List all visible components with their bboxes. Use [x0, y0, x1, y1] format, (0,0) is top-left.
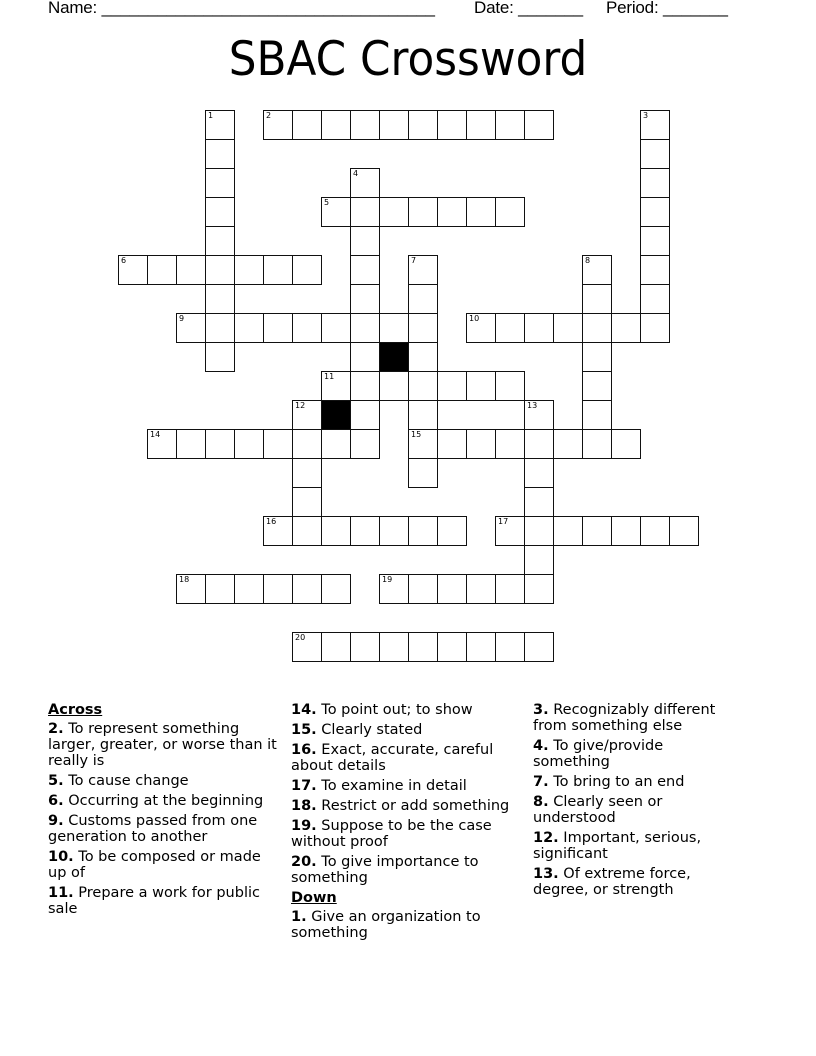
clue-number: 1	[208, 111, 214, 120]
grid-cell[interactable]	[408, 429, 438, 459]
grid-cell[interactable]	[553, 313, 583, 343]
grid-cell[interactable]	[350, 429, 380, 459]
clue-number: 20	[295, 633, 306, 642]
clue-across-19: 19. Suppose to be the case without proof	[291, 818, 492, 850]
grid-cell[interactable]	[466, 429, 496, 459]
grid-cell[interactable]	[263, 429, 293, 459]
grid-cell[interactable]	[408, 574, 438, 604]
grid-cell[interactable]	[118, 255, 148, 285]
grid-cell[interactable]	[437, 632, 467, 662]
grid-cell[interactable]	[292, 255, 322, 285]
period-field[interactable]: Period: _______	[606, 0, 728, 17]
grid-cell[interactable]	[147, 429, 177, 459]
grid-cell[interactable]	[350, 632, 380, 662]
grid-cell[interactable]	[205, 255, 235, 285]
grid-cell[interactable]	[292, 632, 322, 662]
clue-number: 16	[266, 517, 277, 526]
grid-cell[interactable]	[582, 255, 612, 285]
clues-column-3	[533, 702, 733, 902]
grid-cell[interactable]	[466, 197, 496, 227]
grid-cell[interactable]	[408, 342, 438, 372]
grid-cell[interactable]	[466, 313, 496, 343]
grid-cell[interactable]	[640, 255, 670, 285]
grid-cell[interactable]	[495, 429, 525, 459]
grid-cell[interactable]	[582, 429, 612, 459]
clue-across-5: 5. To cause change	[48, 773, 189, 789]
clue-down-3: 3. Recognizably different from something else	[533, 702, 716, 734]
grid-cell[interactable]	[292, 516, 322, 546]
grid-cell[interactable]	[408, 632, 438, 662]
grid-cell[interactable]	[263, 574, 293, 604]
grid-cell[interactable]	[263, 516, 293, 546]
grid-cell[interactable]	[437, 110, 467, 140]
page-title: SBAC Crossword	[228, 32, 588, 87]
grid-cell[interactable]	[553, 516, 583, 546]
grid-cell[interactable]	[495, 110, 525, 140]
grid-cell[interactable]	[640, 516, 670, 546]
grid-cell[interactable]	[408, 516, 438, 546]
grid-cell[interactable]	[640, 168, 670, 198]
grid-cell[interactable]	[263, 313, 293, 343]
grid-cell[interactable]	[263, 110, 293, 140]
grid-cell[interactable]	[524, 458, 554, 488]
grid-cell[interactable]	[205, 226, 235, 256]
grid-cell[interactable]	[176, 255, 206, 285]
grid-cell[interactable]	[350, 371, 380, 401]
grid-cell[interactable]	[292, 400, 322, 430]
grid-cell[interactable]	[611, 429, 641, 459]
clue-down-7: 7. To bring to an end	[533, 774, 685, 790]
down-heading: Down	[291, 890, 337, 906]
grid-cell[interactable]	[466, 574, 496, 604]
clues-column-2	[291, 702, 523, 945]
grid-cell[interactable]	[205, 342, 235, 372]
grid-cell[interactable]	[408, 255, 438, 285]
clue-number: 17	[498, 517, 509, 526]
grid-cell[interactable]	[205, 139, 235, 169]
grid-cell[interactable]	[524, 632, 554, 662]
clue-down-13: 13. Of extreme force, degree, or strength	[533, 866, 691, 898]
grid-cell[interactable]	[292, 429, 322, 459]
black-square	[379, 342, 409, 372]
grid-cell[interactable]	[408, 313, 438, 343]
clue-across-6: 6. Occurring at the beginning	[48, 793, 264, 809]
grid-cell[interactable]	[495, 632, 525, 662]
grid-cell[interactable]	[524, 545, 554, 575]
grid-cell[interactable]	[292, 458, 322, 488]
grid-cell[interactable]	[205, 313, 235, 343]
grid-cell[interactable]	[408, 371, 438, 401]
grid-cell[interactable]	[408, 458, 438, 488]
clue-number: 2	[266, 111, 272, 120]
clue-number: 14	[150, 430, 161, 439]
grid-cell[interactable]	[408, 400, 438, 430]
clue-across-11: 11. Prepare a work for public sale	[48, 885, 260, 917]
grid-cell[interactable]	[350, 516, 380, 546]
clues-column-1	[48, 702, 280, 921]
clue-across-17: 17. To examine in detail	[291, 778, 467, 794]
grid-cell[interactable]	[466, 110, 496, 140]
grid-cell[interactable]	[176, 313, 206, 343]
grid-cell[interactable]	[205, 197, 235, 227]
grid-cell[interactable]	[495, 574, 525, 604]
grid-cell[interactable]	[524, 400, 554, 430]
clue-across-14: 14. To point out; to show	[291, 702, 473, 718]
grid-cell[interactable]	[292, 487, 322, 517]
clue-across-15: 15. Clearly stated	[291, 722, 423, 738]
grid-cell[interactable]	[350, 110, 380, 140]
grid-cell[interactable]	[205, 110, 235, 140]
grid-cell[interactable]	[611, 516, 641, 546]
grid-cell[interactable]	[611, 313, 641, 343]
grid-cell[interactable]	[176, 429, 206, 459]
grid-cell[interactable]	[640, 110, 670, 140]
grid-cell[interactable]	[379, 371, 409, 401]
clue-number: 3	[643, 111, 649, 120]
grid-cell[interactable]	[292, 574, 322, 604]
grid-cell[interactable]	[524, 516, 554, 546]
grid-cell[interactable]	[350, 342, 380, 372]
grid-cell[interactable]	[408, 197, 438, 227]
grid-cell[interactable]	[466, 632, 496, 662]
grid-cell[interactable]	[205, 429, 235, 459]
clue-number: 4	[353, 169, 359, 178]
grid-cell[interactable]	[350, 400, 380, 430]
grid-cell[interactable]	[234, 255, 264, 285]
grid-cell[interactable]	[524, 429, 554, 459]
grid-cell[interactable]	[524, 313, 554, 343]
clue-number: 12	[295, 401, 306, 410]
grid-cell[interactable]	[408, 110, 438, 140]
grid-cell[interactable]	[379, 197, 409, 227]
grid-cell[interactable]	[350, 226, 380, 256]
grid-cell[interactable]	[147, 255, 177, 285]
clue-down-4: 4. To give/provide something	[533, 738, 664, 770]
clue-number: 6	[121, 256, 127, 265]
clue-down-8: 8. Clearly seen or understood	[533, 794, 663, 826]
grid-cell[interactable]	[640, 313, 670, 343]
clue-number: 19	[382, 575, 393, 584]
grid-cell[interactable]	[640, 139, 670, 169]
grid-cell[interactable]	[205, 168, 235, 198]
grid-cell[interactable]	[379, 110, 409, 140]
grid-cell[interactable]	[321, 574, 351, 604]
grid-cell[interactable]	[350, 284, 380, 314]
grid-cell[interactable]	[321, 197, 351, 227]
grid-cell[interactable]	[350, 197, 380, 227]
grid-cell[interactable]	[321, 632, 351, 662]
grid-cell[interactable]	[379, 632, 409, 662]
grid-cell[interactable]	[524, 574, 554, 604]
grid-cell[interactable]	[466, 371, 496, 401]
grid-cell[interactable]	[437, 574, 467, 604]
grid-cell[interactable]	[234, 574, 264, 604]
grid-cell[interactable]	[437, 371, 467, 401]
grid-cell[interactable]	[582, 371, 612, 401]
grid-cell[interactable]	[379, 516, 409, 546]
grid-cell[interactable]	[495, 371, 525, 401]
grid-cell[interactable]	[263, 255, 293, 285]
grid-cell[interactable]	[321, 516, 351, 546]
clue-number: 8	[585, 256, 591, 265]
clue-number: 7	[411, 256, 417, 265]
clue-number: 15	[411, 430, 422, 439]
grid-cell[interactable]	[524, 487, 554, 517]
grid-cell[interactable]	[350, 313, 380, 343]
grid-cell[interactable]	[437, 197, 467, 227]
grid-cell[interactable]	[234, 429, 264, 459]
clue-across-18: 18. Restrict or add something	[291, 798, 510, 814]
grid-cell[interactable]	[234, 313, 264, 343]
clue-down-1: 1. Give an organization to something	[291, 909, 481, 941]
grid-cell[interactable]	[495, 516, 525, 546]
grid-cell[interactable]	[582, 342, 612, 372]
grid-cell[interactable]	[408, 284, 438, 314]
clue-number: 11	[324, 372, 335, 381]
grid-cell[interactable]	[640, 226, 670, 256]
grid-cell[interactable]	[582, 313, 612, 343]
clue-across-20: 20. To give importance to something	[291, 854, 479, 886]
grid-cell[interactable]	[176, 574, 206, 604]
grid-cell[interactable]	[321, 313, 351, 343]
grid-cell[interactable]	[350, 168, 380, 198]
grid-cell[interactable]	[582, 516, 612, 546]
grid-cell[interactable]	[292, 313, 322, 343]
clue-across-16: 16. Exact, accurate, careful about details	[291, 742, 494, 774]
clue-down-12: 12. Important, serious, significant	[533, 830, 702, 862]
clue-number: 5	[324, 198, 330, 207]
grid-cell[interactable]	[437, 516, 467, 546]
grid-cell[interactable]	[321, 110, 351, 140]
grid-cell[interactable]	[669, 516, 699, 546]
grid-cell[interactable]	[205, 284, 235, 314]
grid-cell[interactable]	[379, 574, 409, 604]
grid-cell[interactable]	[379, 313, 409, 343]
clue-number: 13	[527, 401, 538, 410]
clue-number: 18	[179, 575, 190, 584]
name-field[interactable]: Name: ____________________________________	[48, 0, 435, 17]
clue-across-9: 9. Customs passed from one generation to another	[48, 813, 258, 845]
clue-number: 9	[179, 314, 185, 323]
grid-cell[interactable]	[495, 197, 525, 227]
grid-cell[interactable]	[292, 110, 322, 140]
clue-number: 10	[469, 314, 480, 323]
grid-cell[interactable]	[321, 371, 351, 401]
across-heading: Across	[48, 702, 103, 718]
grid-cell[interactable]	[524, 110, 554, 140]
grid-cell[interactable]	[205, 574, 235, 604]
grid-cell[interactable]	[495, 313, 525, 343]
grid-cell[interactable]	[582, 284, 612, 314]
grid-cell[interactable]	[553, 429, 583, 459]
grid-cell[interactable]	[321, 429, 351, 459]
grid-cell[interactable]	[640, 197, 670, 227]
black-square	[321, 400, 351, 430]
grid-cell[interactable]	[582, 400, 612, 430]
date-field[interactable]: Date: _______	[474, 0, 583, 17]
grid-cell[interactable]	[437, 429, 467, 459]
clue-across-2: 2. To represent something larger, greater, or worse than it really is	[48, 721, 277, 769]
grid-cell[interactable]	[350, 255, 380, 285]
grid-cell[interactable]	[640, 284, 670, 314]
clue-across-10: 10. To be composed or made up of	[48, 849, 261, 881]
